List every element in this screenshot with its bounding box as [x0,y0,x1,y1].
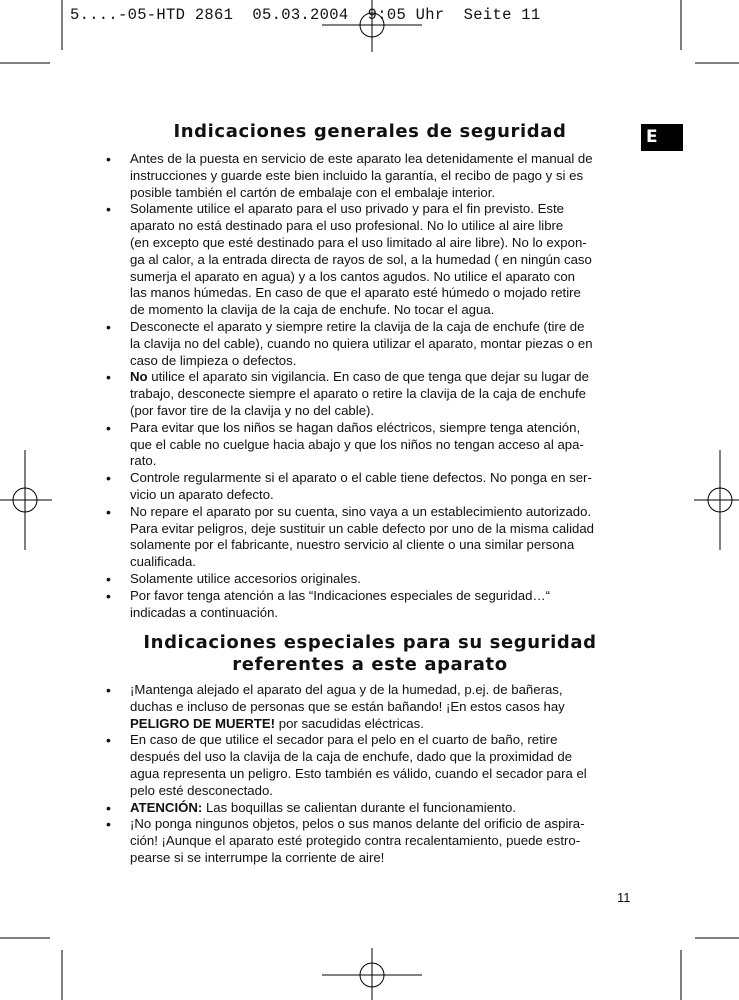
list-item: • No repare el aparato por su cuenta, sino vaya a un establecimiento autorizado. Para evitar peligros, deje sustituir un cable defecto por uno de la misma calidad solamente por el fabricante, nuestro servicio al cliente o una similar persona cualificada. [104,504,634,571]
print-slug: 5....-05-HTD 2861 05.03.2004 9:05 Uhr Seite 11 [70,6,541,24]
list-item: • No utilice el aparato sin vigilancia. En caso de que tenga que dejar su lugar de trabajo, desconecte siempre el aparato o retire la clavija de la caja de enchufe (por favor tire de la clavija y no del cable). [104,369,634,419]
language-tab: E [641,124,683,151]
list-item: • Controle regularmente si el aparato o el cable tiene defectos. No ponga en ser- vicio un aparato defecto. [104,470,634,504]
attention-label: ATENCIÓN: [130,799,203,815]
section-title-general-safety: Indicaciones generales de seguridad [173,121,567,142]
list-item: • ATENCIÓN: Las boquillas se calientan durante el funcionamiento. [104,800,634,817]
page-number: 11 [617,890,631,905]
danger-warning: PELIGRO DE MUERTE! [130,715,276,731]
list-item: • En caso de que utilice el secador para el pelo en el cuarto de baño, retire después del uso la clavija de la caja de enchufe, dado que la proximidad de agua representa un peligro. Esto también es válido, cuando el secador para el pelo esté desconectado. [104,732,634,799]
registration-mark-left [0,450,52,550]
general-safety-list [104,151,634,621]
emphasis-no: No [130,369,148,385]
registration-mark-top [322,0,422,52]
special-safety-list [104,682,634,867]
list-item: • Solamente utilice el aparato para el uso privado y para el fin previsto. Este aparato no está destinado para el uso profesional. No lo utilice al aire libre (en excepto que esté destinado para el uso limitado al aire libre). No lo expon- ga al calor, a la entrada directa de rayos de sol, a la humedad ( en ningún caso sumerja el aparato en agua) y a los cantos agudos. No utilice el aparato con las manos húmedas. En caso de que el aparato esté húmedo o mojado retire de momento la clavija de la caja de enchufe. No tocar el agua. [104,201,634,319]
list-item: • Por favor tenga atención a las “Indicaciones especiales de seguridad…“ indicadas a continuación. [104,588,634,622]
list-item: • ¡No ponga ningunos objetos, pelos o sus manos delante del orificio de aspira- ción! ¡Aunque el aparato esté protegido contra recalentamiento, puede estro- pearse si se interrumpe la corriente de aire! [104,816,634,866]
list-item: • ¡Mantenga alejado el aparato del agua y de la humedad, p.ej. de bañeras, duchas e incluso de personas que se están bañando! ¡En estos casos hay PELIGRO DE MUERTE! por sacudidas eléctricas. [104,682,634,732]
list-item: • Para evitar que los niños se hagan daños eléctricos, siempre tenga atención, que el cable no cuelgue hacia abajo y que los niños no tengan acceso al apa- rato. [104,420,634,470]
list-item: • Desconecte el aparato y siempre retire la clavija de la caja de enchufe (tire de la clavija no del cable), cuando no quiera utilizar el aparato, montar piezas o en caso de limpieza o defectos. [104,319,634,369]
registration-mark-bottom [322,948,422,1000]
list-item: • Antes de la puesta en servicio de este aparato lea detenidamente el manual de instrucciones y guarde este bien incluido la garantía, el recibo de pago y si es posible también el cartón de embalaje con el embalaje interior. [104,151,634,201]
registration-mark-right [694,450,739,550]
list-item: • Solamente utilice accesorios originales. [104,571,634,588]
section-title-special-safety: Indicaciones especiales para su seguridad referentes a este aparato [143,632,597,675]
